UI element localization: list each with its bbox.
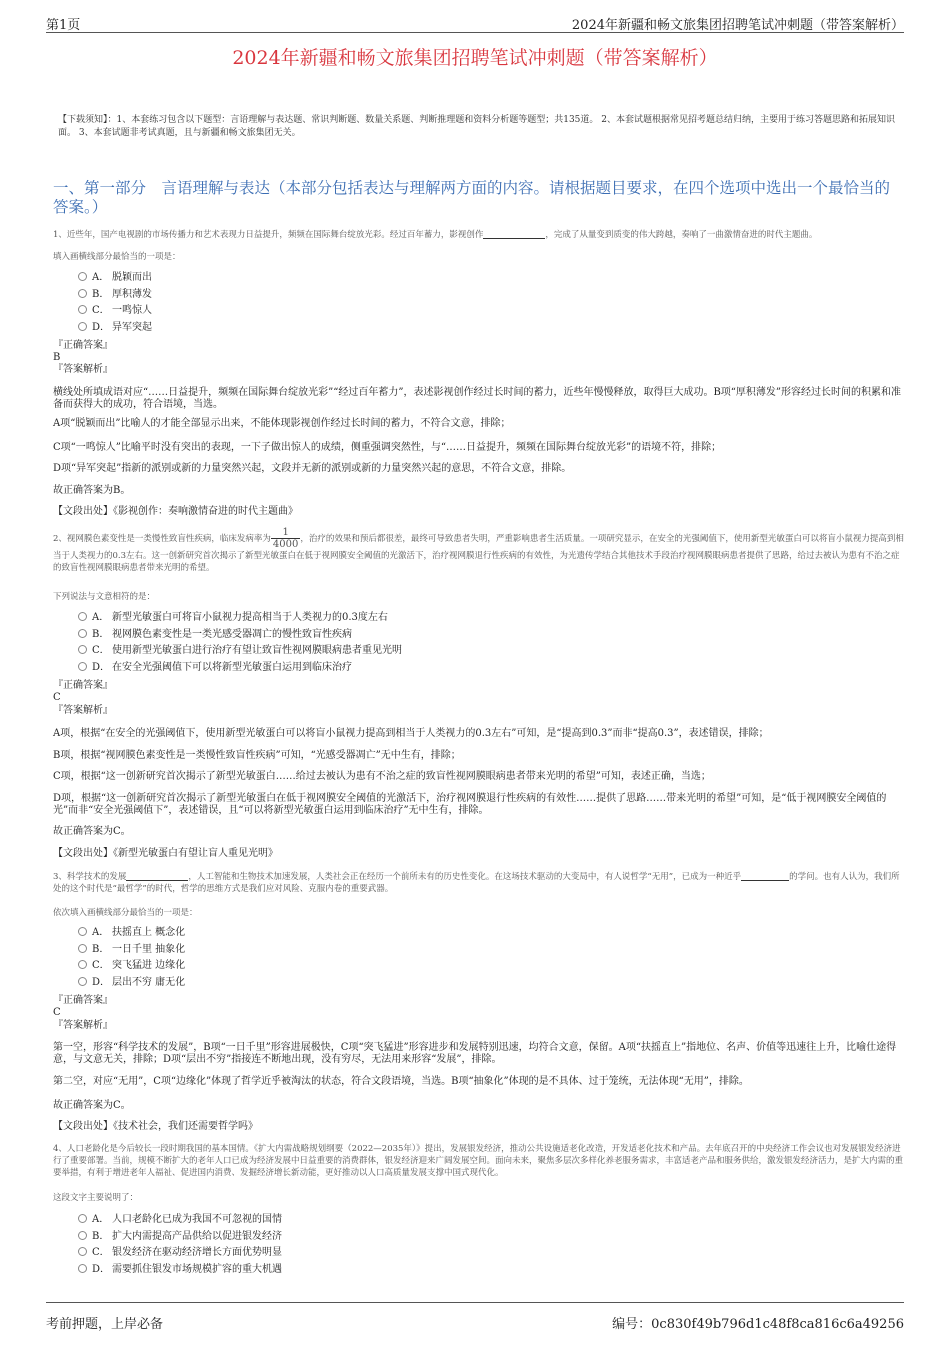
q4-option-b[interactable]: [78, 1229, 282, 1246]
fraction-denominator: 4000: [272, 539, 299, 550]
q4-option-d[interactable]: [78, 1262, 282, 1279]
option-letter: B．: [92, 288, 110, 300]
q3-answer-blank-2: [741, 870, 789, 881]
option-letter: C．: [92, 1247, 110, 1259]
footer-doc-id: 编号：0c830f49b796d1c48f8ca816c6a49256: [612, 1317, 904, 1332]
fraction: [271, 527, 300, 550]
page-number: 第1页: [46, 18, 81, 33]
page-header: [46, 12, 904, 33]
q2-option-b[interactable]: [78, 627, 402, 644]
q1-correct-answer: B: [53, 352, 61, 363]
radio-icon[interactable]: [78, 927, 87, 936]
option-letter: D．: [92, 1263, 111, 1275]
option-text: 突飞猛进 边缘化: [112, 960, 186, 972]
q1-answer-blank: [483, 228, 545, 239]
option-text: 厚积薄发: [112, 288, 152, 300]
q2-source: 【文段出处】《新型光敏蛋白有望让盲人重见光明》: [53, 848, 278, 859]
radio-icon[interactable]: [78, 662, 87, 671]
q2-stem-part2: ，治疗的效果和预后都很差，最终可导致患者失明，严重影响患者生活质量。一项研究显示，在安全的光强阈值下，使用新型光敏蛋白可以将盲小鼠视力提高到相当于人类视力的0.3左右。这一创新研究首次揭示了新型光敏蛋白在低于视网膜安全阈值的光激活下，治疗视网膜退行性疾病的有效性，为光遗传学结合其他技术手段治疗视网膜眼病患者提供了思路，给过去被认为患有不治之症的致盲性视网膜眼病患者带来光明的希望。: [53, 534, 904, 573]
option-text: 异军突起: [112, 321, 152, 333]
option-letter: D．: [92, 321, 111, 333]
q3-analysis-p3: 故正确答案为C。: [53, 1100, 131, 1111]
page-footer: [46, 1302, 904, 1333]
q1-stem-part1: 1、近些年，国产电视剧的市场传播力和艺术表现力日益提升，频频在国际舞台绽放光彩。经过百年蓄力，影视创作: [53, 230, 484, 240]
q3-analysis-p2: 第二空，对应“无用”，C项“边缘化”体现了哲学近乎被淘汰的状态，符合文段语境，当选。B项“抽象化”体现的是不具体、过于笼统，无法体现“无用”，排除。: [53, 1076, 749, 1087]
option-text: 需要抓住银发市场规模扩容的重大机遇: [112, 1263, 282, 1275]
option-text: 在安全光强阈值下可以将新型光敏蛋白运用到临床治疗: [112, 661, 352, 673]
question-4-subprompt: 这段文字主要说明了：: [53, 1193, 139, 1203]
q1-option-a[interactable]: [78, 270, 152, 287]
radio-icon[interactable]: [78, 645, 87, 654]
q1-analysis-label: 『答案解析』: [53, 364, 113, 375]
q1-analysis-p4: D项“异军突起”指新的派别或新的力量突然兴起，文段并无新的派别或新的力量突然兴起的意思，不符合文意，排除。: [53, 463, 572, 474]
q4-option-a[interactable]: [78, 1212, 282, 1229]
q2-correct-label: 『正确答案』: [53, 680, 113, 691]
q2-analysis-p1: A项，根据“在安全的光强阈值下，使用新型光敏蛋白可以将盲小鼠视力提高到相当于人类视力的0.3左右”可知，是“提高到0.3”而非“提高0.3”，表述错误，排除；: [53, 728, 769, 739]
question-1-options: [78, 270, 152, 336]
option-text: 视网膜色素变性是一类光感受器凋亡的慢性致盲性疾病: [112, 628, 352, 640]
option-letter: A．: [92, 272, 110, 283]
q1-option-d[interactable]: [78, 320, 152, 337]
option-text: 银发经济在驱动经济增长方面优势明显: [112, 1247, 282, 1259]
question-3-options: [78, 925, 185, 991]
option-text: 层出不穷 庸无化: [112, 976, 186, 988]
q1-option-c[interactable]: [78, 303, 152, 320]
q2-correct-answer: C: [53, 692, 61, 703]
option-text: 扩大内需提高产品供给以促进银发经济: [112, 1230, 282, 1242]
option-text: 扶摇直上 概念化: [112, 927, 186, 938]
q3-option-d[interactable]: [78, 975, 185, 992]
q3-option-b[interactable]: [78, 942, 185, 959]
q3-stem-part1: 3、科学技术的发展: [53, 872, 127, 882]
option-letter: B．: [92, 628, 110, 640]
q2-analysis-p5: 故正确答案为C。: [53, 826, 131, 837]
question-4-stem: 4、人口老龄化是今后较长一段时期我国的基本国情。《扩大内需战略规划纲要（2022—2035年）》提出，发展银发经济，推动公共设施适老化改造，开发适老化技术和产品。去年底召开的中央经济工作会议也对发展银发经济进行了重要部署。当前，规模不断扩大的老年人口已成为经济发展中日益重要的消费群体，银发经济迎来广阔发展空间。面向未来，聚焦多层次多样化养老服务需求，丰富适老产品和服务供给，激发银发经济活力，是扩大内需的重要举措，有利于增进老年人福祉、促进国内消费、发掘经济增长新动能，更好推动以人口高质量发展支撑中国式现代化。: [53, 1144, 904, 1178]
q1-analysis-p2: A项“脱颖而出”比喻人的才能全部显示出来，不能体现影视创作经过长时间的蓄力，不符合文意，排除；: [53, 418, 511, 429]
radio-icon[interactable]: [78, 322, 87, 331]
q1-correct-label: 『正确答案』: [53, 340, 113, 351]
radio-icon[interactable]: [78, 1264, 87, 1273]
option-letter: C．: [92, 305, 110, 317]
footer-slogan: 考前押题，上岸必备: [46, 1317, 164, 1332]
option-text: 一日千里 抽象化: [112, 943, 186, 955]
q3-stem-part2: ，人工智能和生物技术加速发展，人类社会正在经历一个前所未有的历史性变化。在这场技术驱动的大变局中，有人说哲学“无用”，已成为一种近乎: [188, 872, 742, 882]
option-letter: A．: [92, 612, 110, 623]
section-heading: 一、第一部分 言语理解与表达（本部分包括表达与理解两方面的内容。请根据题目要求，在四个选项中选出一个最恰当的答案。）: [53, 179, 891, 216]
option-text: 人口老龄化已成为我国不可忽视的国情: [112, 1214, 282, 1225]
q1-stem-part2: ，完成了从量变到质变的伟大跨越，奏响了一曲激情奋进的时代主题曲。: [545, 230, 818, 240]
option-letter: B．: [92, 1230, 110, 1242]
q3-analysis-p1: 第一空，形容“科学技术的发展”，B项“一日千里”形容进展极快，C项“突飞猛进”形容进步和发展特别迅速，均符合文意，保留。A项“扶摇直上”指地位、名声、价值等迅速往上升，比喻仕途得意，与文意无关，排除；D项“层出不穷”指接连不断地出现，没有穷尽，无法用来形容“发展”，排除。: [53, 1042, 897, 1065]
radio-icon[interactable]: [78, 1214, 87, 1223]
q2-stem-part1: 2、视网膜色素变性是一类慢性致盲性疾病，临床发病率为: [53, 534, 271, 544]
q2-option-d[interactable]: [78, 660, 402, 677]
radio-icon[interactable]: [78, 289, 87, 298]
option-letter: D．: [92, 976, 111, 988]
radio-icon[interactable]: [78, 977, 87, 986]
q2-analysis-label: 『答案解析』: [53, 705, 113, 716]
question-1-subprompt: 填入画横线部分最恰当的一项是：: [53, 252, 181, 262]
radio-icon[interactable]: [78, 305, 87, 314]
option-letter: A．: [92, 927, 110, 938]
option-text: 使用新型光敏蛋白进行治疗有望让致盲性视网膜眼病患者重见光明: [112, 645, 402, 657]
radio-icon[interactable]: [78, 1247, 87, 1256]
radio-icon[interactable]: [78, 629, 87, 638]
download-notice: 【下载须知】：1、本套练习包含以下题型：言语理解与表达题、常识判断题、数量关系题、判断推理题和资料分析题等题型；共135道。 2、本套试题根据常见招考题总结归纳，主要用于练习答题思路和拓展知识面。 3、本套试题非考试真题，且与新疆和畅文旅集团无关。: [58, 115, 895, 138]
q2-analysis-p2: B项，根据“视网膜色素变性是一类慢性致盲性疾病”可知，“光感受器凋亡”无中生有，排除；: [53, 750, 461, 761]
radio-icon[interactable]: [78, 1231, 87, 1240]
question-3-subprompt: 依次填入画横线部分最恰当的一项是：: [53, 908, 198, 918]
q2-option-a[interactable]: [78, 610, 402, 627]
fraction-numerator: 1: [271, 527, 300, 539]
q4-option-c[interactable]: [78, 1245, 282, 1262]
question-3-stem: [53, 870, 905, 895]
q2-option-c[interactable]: [78, 643, 402, 660]
q3-correct-answer: C: [53, 1007, 61, 1018]
option-letter: A．: [92, 1214, 110, 1225]
radio-icon[interactable]: [78, 960, 87, 969]
option-letter: C．: [92, 960, 110, 972]
radio-icon[interactable]: [78, 612, 87, 621]
question-2-options: [78, 610, 402, 676]
q3-analysis-label: 『答案解析』: [53, 1020, 113, 1031]
page-title: 2024年新疆和畅文旅集团招聘笔试冲刺题（带答案解析）: [232, 47, 718, 69]
q1-analysis-p1: 横线处所填成语对应“……日益提升，频频在国际舞台绽放光彩”“经过百年蓄力”，表述影视创作经过长时间的蓄力，近些年慢慢释放，取得巨大成功。B项“厚积薄发”形容经过长时间的积累和准备而获得大的成功，符合语境，当选。: [53, 387, 902, 410]
option-letter: B．: [92, 943, 110, 955]
question-4-options: [78, 1212, 282, 1278]
option-letter: C．: [92, 645, 110, 657]
option-text: 一鸣惊人: [112, 305, 152, 317]
question-2-subprompt: 下列说法与文意相符的是：: [53, 592, 156, 602]
question-1-stem: [53, 228, 905, 241]
radio-icon[interactable]: [78, 944, 87, 953]
q1-option-b[interactable]: [78, 287, 152, 304]
q3-option-a[interactable]: [78, 925, 185, 942]
q3-source: 【文段出处】《技术社会，我们还需要哲学吗》: [53, 1121, 258, 1132]
option-text: 新型光敏蛋白可将盲小鼠视力提高相当于人类视力的0.3度左右: [112, 612, 388, 623]
q3-stem-part3: 的学问。也有人认为，我们所处的这个时代是“最哲学”的时代，哲学的思维方式是我们应对风险、克服内卷的重要武器。: [53, 872, 900, 894]
option-text: 脱颖而出: [112, 272, 152, 283]
question-2-stem: [53, 527, 905, 574]
q2-analysis-p4: D项，根据“这一创新研究首次揭示了新型光敏蛋白在低于视网膜安全阈值的光激活下，治疗视网膜退行性疾病的有效性……提供了思路……带来光明的希望”可知，是“低于视网膜安全阈值的光”而非“安全光强阈值下”，表述错误，且“可以将新型光敏蛋白运用到临床治疗”无中生有，排除。: [53, 793, 887, 816]
header-doc-title: 2024年新疆和畅文旅集团招聘笔试冲刺题（带答案解析）: [571, 18, 904, 33]
q2-analysis-p3: C项，根据“这一创新研究首次揭示了新型光敏蛋白……给过去被认为患有不治之症的致盲性视网膜眼病患者带来光明的希望”可知，表述正确，当选；: [53, 771, 711, 782]
q1-analysis-p3: C项“一鸣惊人”比喻平时没有突出的表现，一下子做出惊人的成绩，侧重强调突然性，与“……日益提升，频频在国际舞台绽放光彩”的语境不符，排除；: [53, 442, 722, 453]
q1-source: 【文段出处】《影视创作：奏响激情奋进的时代主题曲》: [53, 506, 298, 517]
q3-answer-blank-1: [126, 870, 188, 881]
radio-icon[interactable]: [78, 272, 87, 281]
q1-analysis-p5: 故正确答案为B。: [53, 485, 131, 496]
option-letter: D．: [92, 661, 111, 673]
q3-correct-label: 『正确答案』: [53, 995, 113, 1006]
q3-option-c[interactable]: [78, 958, 185, 975]
